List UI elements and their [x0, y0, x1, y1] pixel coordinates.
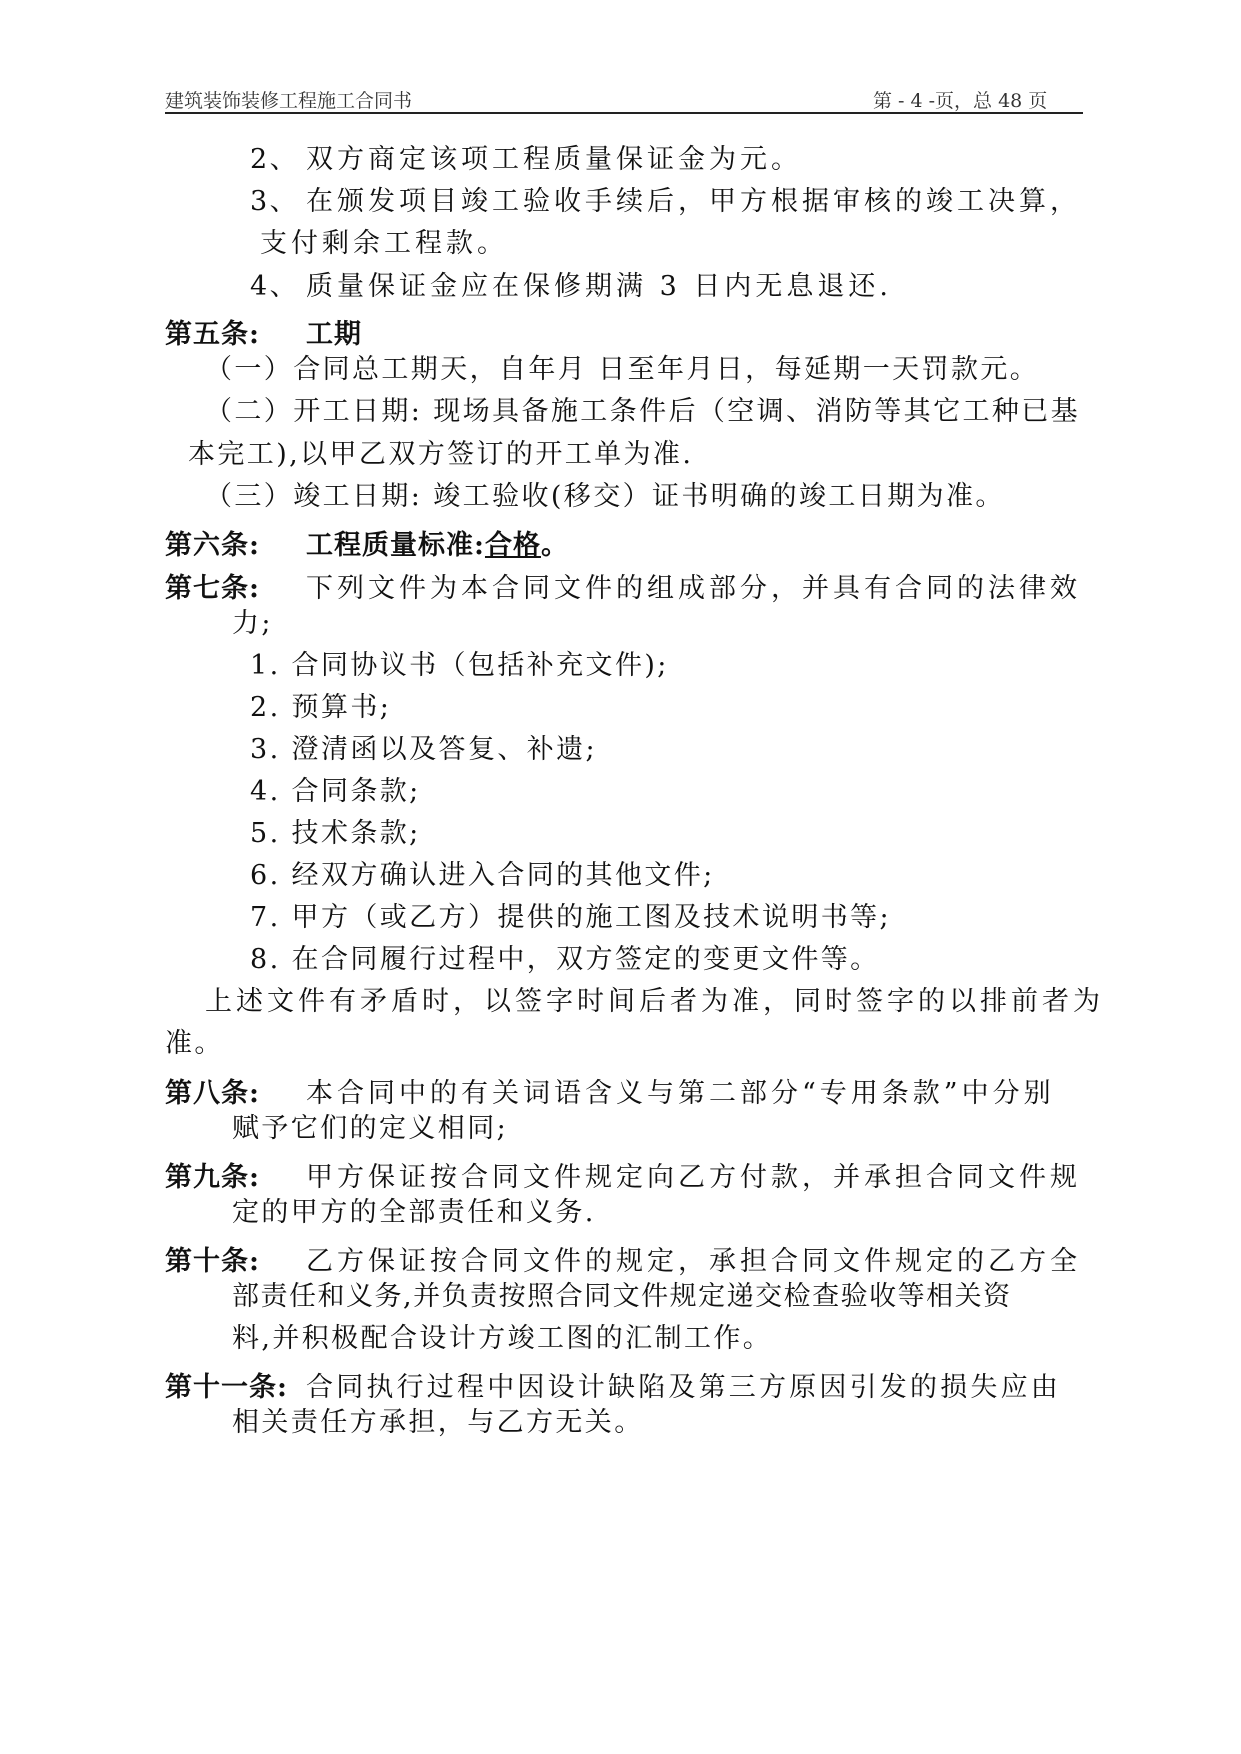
article-9-text: 甲方保证按合同文件规定向乙方付款，并承担合同文件规 [306, 1162, 1081, 1193]
article-11-text: 合同执行过程中因设计缺陷及第三方原因引发的损失应由 [306, 1372, 1061, 1403]
article-5-clause-1: （一）合同总工期天，自年月 日至年月日，每延期一天罚款元。 [205, 354, 1040, 385]
item-3-continuation: 支付剩余工程款。 [260, 228, 508, 259]
article-7-doc-4: 4. 合同条款; [250, 776, 421, 807]
article-6-title-text: 工程质量标准: [306, 530, 485, 561]
article-8-text: 本合同中的有关词语含义与第二部分“专用条款”中分别 [306, 1078, 1055, 1109]
item-4-text: 质量保证金应在保修期满 3 日内无息退还. [306, 271, 892, 302]
article-10-continuation-2: 料,并积极配合设计方竣工图的汇制工作。 [232, 1323, 773, 1354]
article-5-clause-2-continuation: 本完工),以甲乙双方签订的开工单为准. [188, 439, 694, 470]
article-7-doc-2: 2. 预算书; [250, 692, 392, 723]
item-2-number: 2、 [250, 144, 299, 175]
header-page-number: 第 - 4 -页，总 48 页 [873, 90, 1048, 112]
page-header [165, 84, 1083, 114]
article-9-label: 第九条: [165, 1162, 260, 1193]
article-7-continuation: 力; [232, 608, 273, 639]
article-9-continuation: 定的甲方的全部责任和义务. [232, 1197, 596, 1228]
article-7-doc-7: 7. 甲方（或乙方）提供的施工图及技术说明书等; [250, 902, 892, 933]
header-doc-title: 建筑装饰装修工程施工合同书 [165, 90, 413, 112]
article-5-title: 工期 [306, 319, 362, 350]
article-5-clause-3: （三）竣工日期: 竣工验收(移交）证书明确的竣工日期为准。 [205, 481, 1005, 512]
article-11-label: 第十一条: [165, 1372, 288, 1403]
article-11-continuation: 相关责任方承担，与乙方无关。 [232, 1407, 644, 1438]
article-7-label: 第七条: [165, 573, 260, 604]
article-7-note-continuation: 准。 [165, 1028, 224, 1059]
article-7-doc-1: 1. 合同协议书（包括补充文件); [250, 650, 669, 681]
item-4-number: 4、 [250, 271, 299, 302]
article-7-doc-8: 8. 在合同履行过程中，双方签定的变更文件等。 [250, 944, 880, 975]
article-7-text: 下列文件为本合同文件的组成部分，并具有合同的法律效 [306, 573, 1081, 604]
article-7-doc-6: 6. 经双方确认进入合同的其他文件; [250, 860, 715, 891]
article-6-title-end: 。 [540, 530, 569, 561]
item-3-number: 3、 [250, 186, 299, 217]
article-6-title [306, 523, 569, 562]
article-5-clause-2: （二）开工日期: 现场具备施工条件后（空调、消防等其它工种已基 [205, 396, 1081, 427]
article-6-standard-value: 合格 [484, 530, 541, 561]
article-10-label: 第十条: [165, 1246, 260, 1277]
item-2-text: 双方商定该项工程质量保证金为元。 [306, 144, 802, 175]
article-10-continuation-1: 部责任和义务,并负责按照合同文件规定递交检查验收等相关资 [232, 1281, 1012, 1312]
article-7-doc-5: 5. 技术条款; [250, 818, 421, 849]
article-10-text: 乙方保证按合同文件的规定，承担合同文件规定的乙方全 [306, 1246, 1081, 1277]
article-8-label: 第八条: [165, 1078, 260, 1109]
item-3-text: 在颁发项目竣工验收手续后，甲方根据审核的竣工决算， [306, 186, 1081, 217]
article-6-label: 第六条: [165, 530, 260, 561]
article-8-continuation: 赋予它们的定义相同; [232, 1113, 509, 1144]
article-7-note: 上述文件有矛盾时，以签字时间后者为准，同时签字的以排前者为 [205, 986, 1104, 1017]
article-5-label: 第五条: [165, 319, 260, 350]
article-7-doc-3: 3. 澄清函以及答复、补遗; [250, 734, 598, 765]
